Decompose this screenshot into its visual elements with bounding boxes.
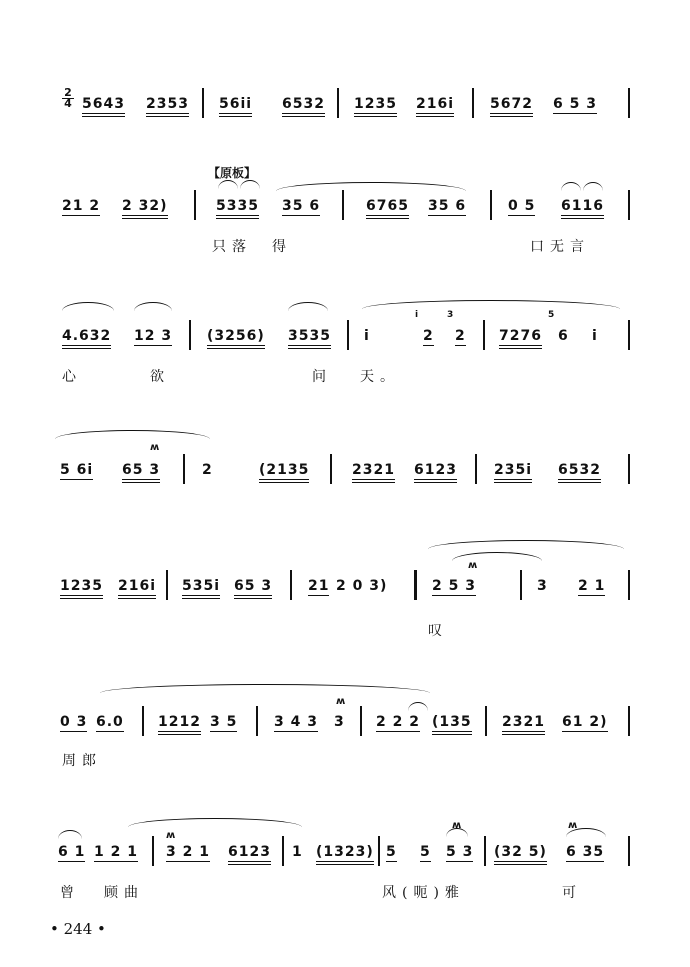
barline: [628, 454, 630, 484]
note-group: 6 1: [58, 844, 86, 860]
note-group: (3256): [207, 328, 265, 349]
barline: [330, 454, 332, 484]
note-group: 2: [423, 328, 434, 344]
grace-note: 5: [548, 310, 555, 320]
note-group: 2 1: [578, 578, 606, 594]
note-group: 5: [420, 844, 431, 860]
note-group: 2 0 3): [336, 578, 388, 594]
note-group: (135: [432, 714, 472, 735]
slur: [62, 302, 114, 311]
note-group: 0 3: [60, 714, 88, 730]
note-group: 6: [558, 328, 569, 344]
barline: [520, 570, 522, 600]
note-group: 6.0: [96, 714, 124, 730]
barline: [485, 706, 487, 736]
barline: [490, 190, 492, 220]
slur: [583, 182, 603, 191]
slur: [561, 182, 581, 191]
phrase-slur: [362, 300, 620, 311]
lyric: 叹: [428, 623, 448, 639]
note-group: 5: [386, 844, 397, 860]
note-group: 3: [334, 714, 345, 730]
lyric: 问: [312, 369, 332, 385]
note-group: 235i: [494, 462, 532, 483]
phrase-slur: [428, 540, 624, 551]
page-number: • 244 •: [50, 920, 106, 938]
lyric: 顾曲: [104, 885, 144, 901]
barline: [290, 570, 292, 600]
note-group: 65 3: [234, 578, 272, 599]
note-group: i: [592, 328, 598, 344]
phrase-slur: [128, 818, 302, 829]
trill-mark: ʍ: [150, 442, 160, 453]
phrase-slur: [100, 684, 430, 695]
barline: [256, 706, 258, 736]
note-group: 6532: [558, 462, 601, 483]
note-group: 1: [292, 844, 303, 860]
note-group: 1 2 1: [94, 844, 138, 860]
note-group: 21 2: [62, 198, 101, 214]
barline: [342, 190, 344, 220]
note-group: 1235: [354, 96, 397, 117]
lyric: 风(呃)雅: [382, 885, 465, 901]
lyric: 口无言: [530, 239, 590, 255]
barline: [628, 190, 630, 220]
note-group: 3 2 1: [166, 844, 210, 860]
section-label: 【原板】: [208, 166, 257, 180]
barline: [152, 836, 154, 866]
note-group: 56ii: [219, 96, 252, 117]
note-group: 6123: [414, 462, 457, 483]
lyric: 周郎: [62, 753, 102, 769]
note-group: 1235: [60, 578, 103, 599]
note-group: 6765: [366, 198, 409, 219]
slur: [58, 830, 82, 839]
slur: [408, 702, 428, 711]
barline: [194, 190, 196, 220]
slur: [134, 302, 172, 311]
phrase-slur: [276, 182, 466, 193]
lyric: 得: [272, 239, 292, 255]
barline: [628, 836, 630, 866]
barline: [166, 570, 168, 600]
lyric: 心: [62, 369, 82, 385]
note-group: 35 6: [428, 198, 467, 214]
trill-mark: ʍ: [468, 560, 478, 571]
note-group: i: [364, 328, 370, 344]
barline: [282, 836, 284, 866]
phrase-slur: [55, 430, 210, 441]
note-group: 6116: [561, 198, 604, 219]
note-group: 12 3: [134, 328, 173, 344]
note-group: 3 5: [210, 714, 238, 730]
note-group: 2321: [352, 462, 395, 483]
note-group: 535i: [182, 578, 220, 599]
trill-mark: ʍ: [166, 830, 176, 841]
note-group: 1212: [158, 714, 201, 735]
lyric: 可: [562, 885, 582, 901]
note-group: 35 6: [282, 198, 321, 214]
note-group: 5672: [490, 96, 533, 117]
note-group: 216i: [416, 96, 454, 117]
lyric: 欲: [150, 369, 170, 385]
barline: [142, 706, 144, 736]
slur: [240, 180, 260, 189]
barline: [483, 320, 485, 350]
note-group: 21: [308, 578, 330, 594]
lyric: 曾: [60, 885, 80, 901]
barline: [628, 706, 630, 736]
note-group: 2: [455, 328, 466, 344]
note-group: 2 5 3: [432, 578, 476, 594]
barline: [189, 320, 191, 350]
note-group: 2 2 2: [376, 714, 420, 730]
barline: [472, 88, 474, 118]
note-group: 7276: [499, 328, 542, 349]
barline: [475, 454, 477, 484]
note-group: 216i: [118, 578, 156, 599]
note-group: 5 3: [446, 844, 474, 860]
grace-note: i: [415, 310, 419, 320]
note-group: 5643: [82, 96, 125, 117]
grace-note: 3: [447, 310, 454, 320]
barline: [378, 836, 380, 866]
lyric: 只落: [212, 239, 252, 255]
note-group: (2135: [259, 462, 309, 483]
note-group: (1323): [316, 844, 374, 865]
note-group: 6 5 3: [553, 96, 597, 112]
slur: [218, 180, 238, 189]
note-group: 61 2): [562, 714, 608, 730]
slur: [452, 552, 542, 561]
note-group: 3535: [288, 328, 331, 349]
trill-mark: ʍ: [336, 696, 346, 707]
slur: [288, 302, 328, 311]
note-group: 5335: [216, 198, 259, 219]
note-group: 6123: [228, 844, 271, 865]
barline: [360, 706, 362, 736]
time-signature: 2 4: [62, 88, 74, 109]
barline: [628, 320, 630, 350]
lyric: 天。: [360, 369, 400, 385]
barline: [202, 88, 204, 118]
barline: [628, 570, 630, 600]
note-group: 0 5: [508, 198, 536, 214]
note-group: (32 5): [494, 844, 547, 865]
trill-mark: ʍ: [568, 820, 578, 831]
trill-mark: ʍ: [452, 820, 462, 831]
note-group: 2 32): [122, 198, 168, 219]
barline: [414, 570, 417, 600]
note-group: 3: [537, 578, 548, 594]
barline: [484, 836, 486, 866]
note-group: 4.632: [62, 328, 111, 349]
barline: [183, 454, 185, 484]
note-group: 5 6i: [60, 462, 94, 478]
note-group: 6 35: [566, 844, 605, 860]
note-group: 65 3: [122, 462, 160, 483]
note-group: 2353: [146, 96, 189, 117]
note-group: 2: [202, 462, 213, 478]
barline: [628, 88, 630, 118]
note-group: 6532: [282, 96, 325, 117]
note-group: 3 4 3: [274, 714, 318, 730]
barline: [337, 88, 339, 118]
note-group: 2321: [502, 714, 545, 735]
barline: [347, 320, 349, 350]
